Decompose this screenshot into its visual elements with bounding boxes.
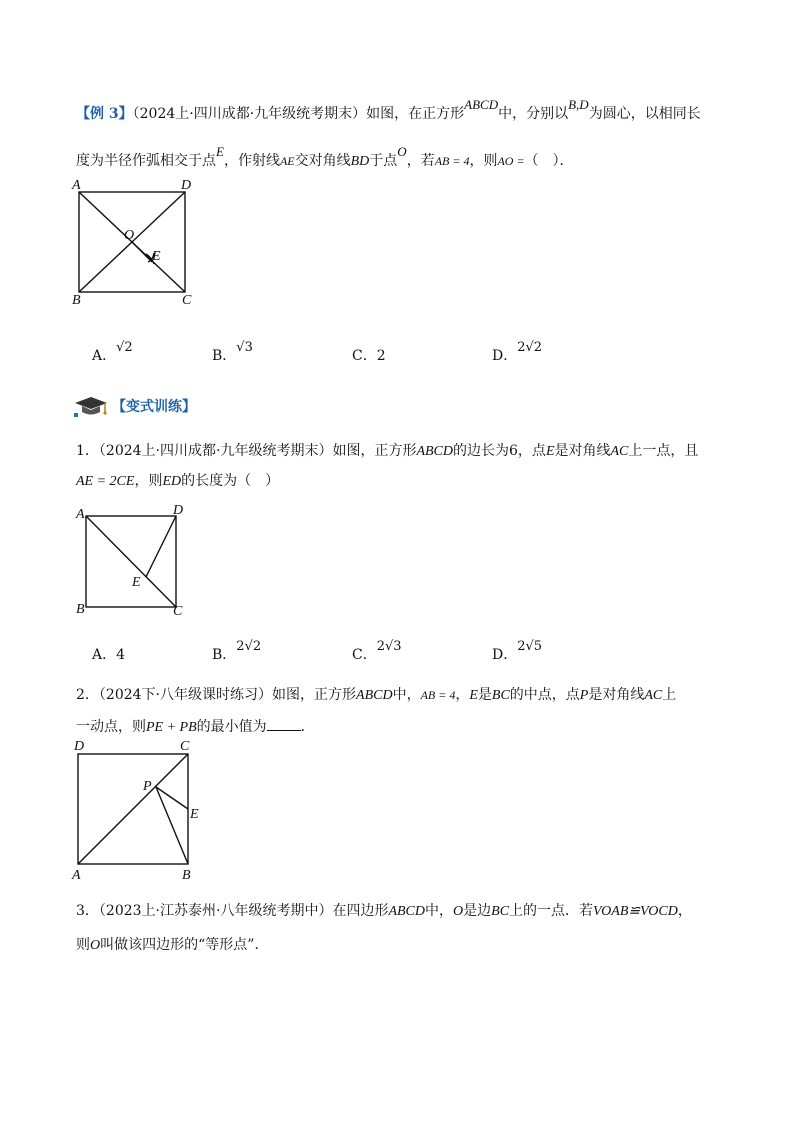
example3-line2 [76, 144, 574, 170]
text: ，则 [469, 153, 498, 169]
option-letter: D． [492, 348, 518, 364]
math-ac: AC [610, 444, 629, 459]
text: ． [300, 719, 315, 735]
example3-option-c[interactable] [352, 345, 386, 365]
label-c: C [182, 293, 192, 308]
question-source: （2024下·八年级课时练习） [98, 687, 273, 703]
option-value: 2√2 [236, 639, 262, 654]
option-letter: C． [352, 647, 377, 663]
text: 上 [662, 687, 677, 703]
math-abcd: ABCD [356, 688, 393, 703]
option-value: 2√5 [517, 639, 543, 654]
text: 上的一点．若 [509, 903, 594, 919]
label-a: A [76, 507, 85, 522]
text: 上一点，且 [628, 443, 699, 459]
option-letter: B． [212, 647, 237, 663]
math-bd: BD [350, 154, 370, 169]
example-source: （2024上·四川成都·九年级统考期末） [132, 106, 367, 122]
example3-option-a[interactable] [92, 340, 133, 365]
option-letter: C． [352, 348, 377, 364]
math-condition: AB = 4 [434, 154, 470, 168]
math-ac: AC [644, 688, 663, 703]
label-e: E [132, 575, 141, 590]
math-o: O [90, 938, 101, 953]
label-d: D [181, 178, 192, 193]
q1-option-b[interactable] [212, 639, 262, 664]
label-o: O [124, 228, 135, 243]
option-letter: A． [92, 348, 117, 364]
label-e: E [152, 249, 161, 264]
text: 的中点，点 [509, 687, 580, 703]
answer-blank[interactable] [267, 718, 301, 731]
variant-title: 【变式训练】 [112, 399, 196, 415]
label-c: C [173, 604, 183, 618]
text: 于点 [369, 153, 398, 169]
math-abcd: ABCD [388, 904, 426, 919]
text: 是边 [463, 903, 492, 919]
math-expression: PE + PB [146, 720, 197, 735]
label-c: C [180, 739, 190, 754]
q2-line2 [76, 716, 315, 736]
text: 为圆心，以相同长 [588, 106, 701, 122]
q1-option-c[interactable] [352, 639, 402, 664]
math-ask: AO = [497, 154, 525, 168]
q1-line1 [76, 440, 698, 460]
math-bc: BC [491, 688, 510, 703]
q1-line2 [76, 470, 279, 490]
text: 是对角线 [588, 687, 645, 703]
math-condition: AE = 2CE [76, 474, 135, 489]
math-congruence: VOAB≌VOCD [593, 904, 678, 919]
q2-figure [68, 736, 208, 882]
text: 如图，在正方形 [366, 106, 465, 122]
variant-header [74, 395, 196, 417]
option-value: √2 [116, 340, 133, 355]
text: 的长度为（ ） [181, 473, 280, 489]
text: ， [677, 903, 692, 919]
question-source: （2023上·江苏泰州·八年级统考期中） [98, 903, 333, 919]
math-bc: BC [491, 904, 510, 919]
math-e: E [545, 444, 555, 459]
q2-line1 [76, 684, 676, 704]
math-abcd: ABCD [464, 97, 499, 112]
option-value: 2 [376, 348, 386, 364]
text: 如图，正方形 [272, 687, 357, 703]
label-e: E [190, 807, 199, 822]
text: ，作射线 [223, 153, 280, 169]
text: 在四边形 [332, 903, 389, 919]
text: 是对角线 [554, 443, 611, 459]
text: 的边长为6，点 [453, 443, 546, 459]
math-bd: B,D [568, 97, 589, 112]
text: （ ）． [524, 153, 574, 169]
text: 交对角线 [294, 153, 351, 169]
math-ae: AE [279, 154, 295, 168]
example3-option-b[interactable] [212, 340, 253, 365]
q1-option-d[interactable] [492, 639, 543, 664]
text: 中， [392, 687, 421, 703]
q3-line1 [76, 900, 692, 920]
text: 如图，正方形 [332, 443, 417, 459]
math-o: O [453, 904, 464, 919]
math-p: P [579, 688, 589, 703]
option-value: 2√3 [376, 639, 402, 654]
text: 叫做该四边形的“等形点”． [100, 937, 269, 953]
graduation-cap-icon [74, 395, 108, 417]
text: 中，分别以 [498, 106, 569, 122]
question-source: （2024上·四川成都·九年级统考期末） [98, 443, 333, 459]
label-d: D [173, 503, 184, 518]
math-ed: ED [162, 474, 182, 489]
q1-option-a[interactable] [92, 644, 125, 664]
label-p: P [143, 779, 152, 794]
q3-line2 [76, 934, 268, 954]
option-letter: A． [92, 647, 117, 663]
math-e: E [469, 688, 478, 703]
math-e: E [216, 144, 224, 159]
question-number: 3． [76, 903, 99, 919]
math-o: O [397, 144, 407, 159]
example3-figure [68, 176, 208, 308]
label-b: B [76, 602, 85, 617]
option-value: √3 [236, 340, 253, 355]
label-a: A [72, 178, 81, 193]
question-number: 1． [76, 443, 99, 459]
option-letter: D． [492, 647, 518, 663]
q1-figure [72, 500, 196, 618]
example-tag: 【例 3】 [76, 106, 133, 122]
text: 的最小值为 [196, 719, 267, 735]
option-value: 2√2 [517, 340, 543, 355]
text: ，若 [406, 153, 435, 169]
label-b: B [182, 868, 191, 882]
text: 是 [477, 687, 492, 703]
question-number: 2． [76, 687, 99, 703]
text: ，则 [134, 473, 163, 489]
label-a: A [72, 868, 81, 882]
math-abcd: ABCD [416, 444, 454, 459]
text: 中， [425, 903, 454, 919]
option-letter: B． [212, 348, 237, 364]
text: 度为半径作弧相交于点 [76, 153, 216, 169]
text: ， [455, 687, 470, 703]
option-value: 4 [116, 647, 126, 663]
label-b: B [72, 293, 81, 308]
label-d: D [74, 739, 85, 754]
text: 则 [76, 937, 90, 953]
example3-line1 [76, 97, 701, 123]
example3-option-d[interactable] [492, 340, 543, 365]
math-condition: AB = 4 [420, 688, 456, 702]
text: 一动点，则 [76, 719, 146, 735]
